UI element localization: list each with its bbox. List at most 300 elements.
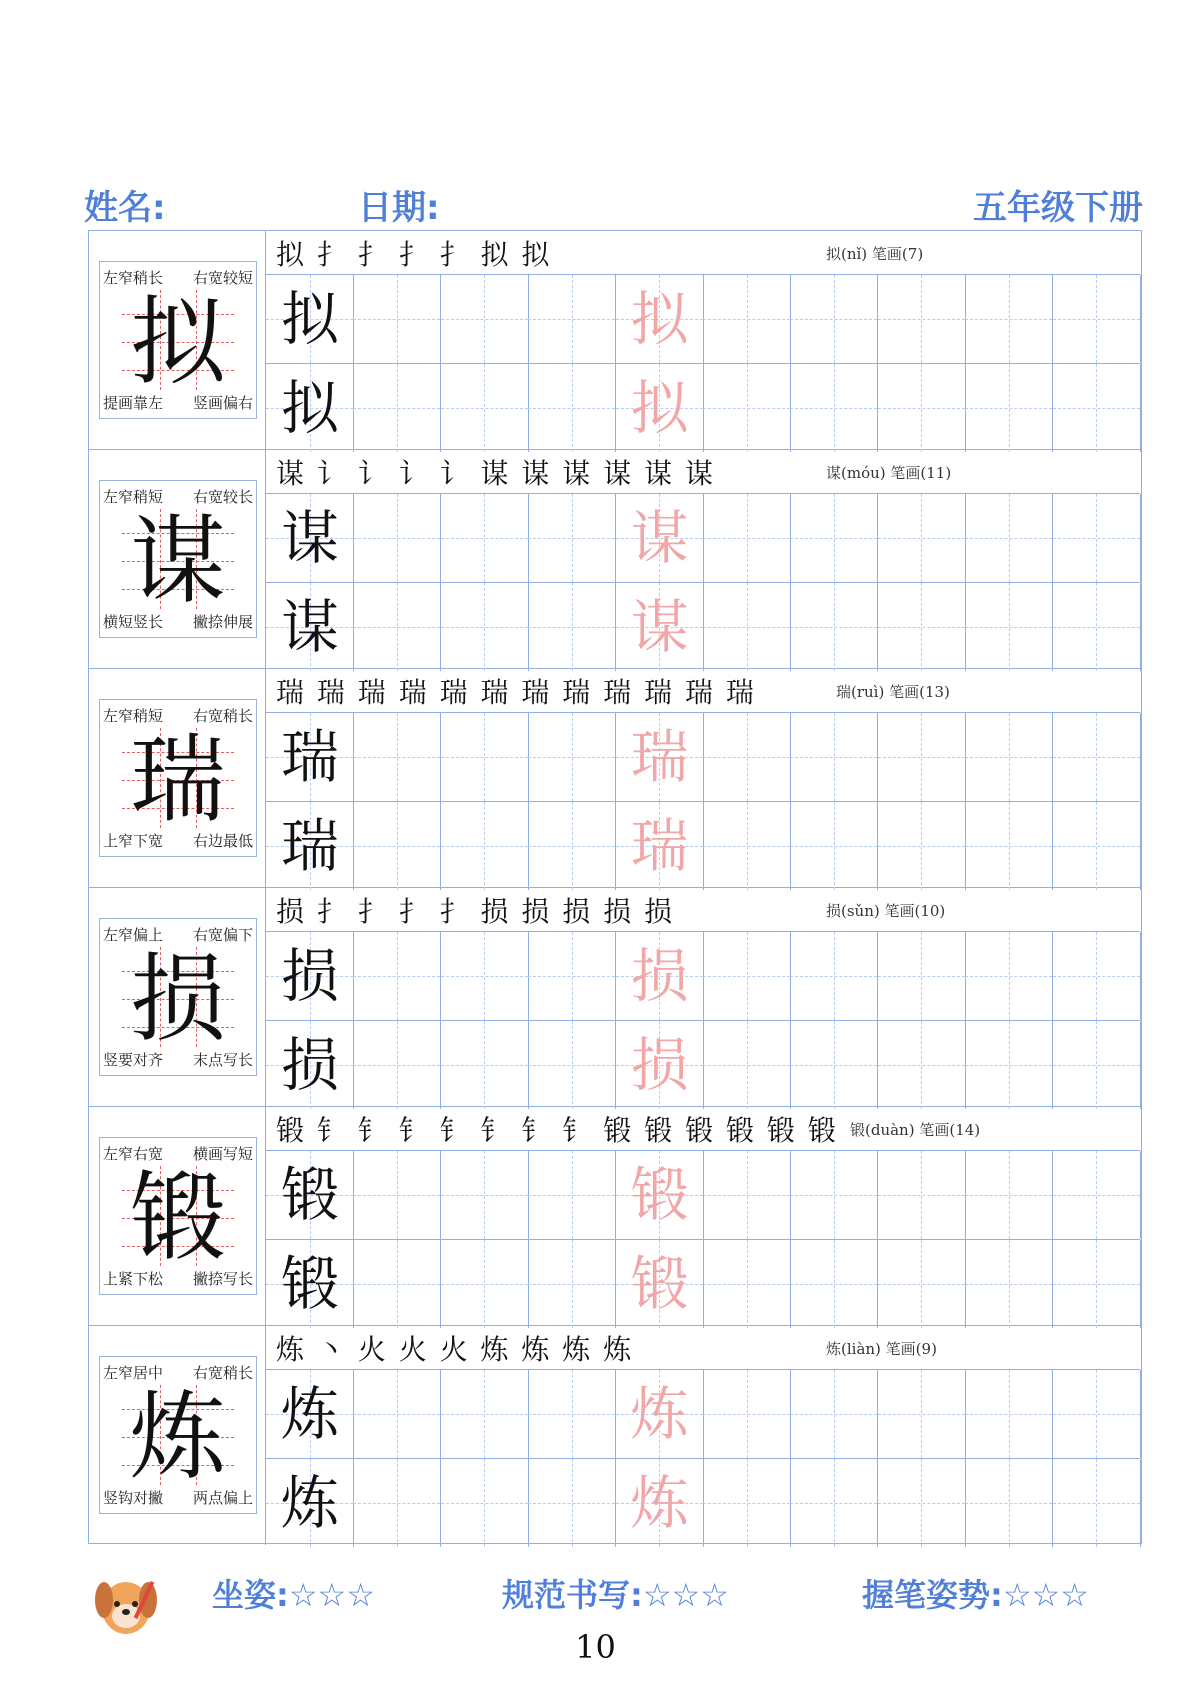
cell-guide — [790, 1065, 877, 1066]
writing-cell[interactable] — [353, 932, 441, 1020]
trace-character: 损 — [630, 942, 689, 1010]
practice-row — [266, 494, 1140, 582]
cell-guide — [790, 627, 877, 628]
cell-guide — [878, 1065, 965, 1066]
char-block — [89, 231, 1140, 450]
writing-cell[interactable] — [353, 275, 441, 363]
writing-tip: 右宽较长 — [192, 488, 253, 506]
cell-guide — [790, 976, 877, 977]
writing-cell[interactable] — [878, 1151, 966, 1239]
writing-cell[interactable] — [266, 494, 354, 582]
writing-cell[interactable] — [616, 1240, 704, 1328]
posture-label: 坐姿: — [212, 1576, 289, 1614]
cell-guide — [790, 1414, 877, 1415]
cell-guide — [790, 538, 877, 539]
cell-guide — [703, 627, 790, 628]
cell-guide — [353, 627, 440, 628]
practice-row — [266, 1020, 1140, 1109]
stroke-order-row — [266, 1326, 1140, 1370]
cell-guide — [441, 319, 528, 320]
cell-guide — [528, 627, 615, 628]
model-cell — [89, 450, 266, 668]
writing-cell[interactable] — [1053, 494, 1141, 582]
char-block — [89, 669, 1140, 888]
writing-cell[interactable] — [703, 494, 791, 582]
practice-row — [266, 932, 1140, 1020]
writing-cell[interactable] — [441, 1240, 529, 1328]
writing-cell[interactable] — [441, 494, 529, 582]
writing-cell[interactable] — [1053, 713, 1141, 801]
writing-cell[interactable] — [441, 364, 529, 452]
writing-cell[interactable] — [1053, 1370, 1141, 1458]
cell-guide — [703, 1284, 790, 1285]
trace-character: 拟 — [630, 285, 689, 353]
writing-cell[interactable] — [878, 583, 966, 671]
writing-cell[interactable] — [1053, 932, 1141, 1020]
writing-cell[interactable] — [266, 713, 354, 801]
writing-cell[interactable] — [616, 494, 704, 582]
writing-cell[interactable] — [266, 275, 354, 363]
practice-row — [266, 1151, 1140, 1239]
practice-row — [266, 275, 1140, 363]
writing-cell[interactable] — [441, 275, 529, 363]
writing-cell[interactable] — [528, 275, 616, 363]
model-card — [99, 918, 257, 1076]
writing-cell[interactable] — [878, 364, 966, 452]
cell-guide — [1053, 976, 1140, 977]
writing-cell[interactable] — [528, 364, 616, 452]
writing-cell[interactable] — [266, 1459, 354, 1547]
writing-tip: 竖画偏右 — [192, 394, 253, 412]
writing-cell[interactable] — [965, 364, 1053, 452]
cell-guide — [441, 1414, 528, 1415]
cell-guide — [965, 1284, 1052, 1285]
cell-guide — [353, 1284, 440, 1285]
writing-cell[interactable] — [353, 583, 441, 671]
cell-guide — [441, 1065, 528, 1066]
writing-cell[interactable] — [616, 802, 704, 890]
char-info: 谋(móu) 笔画(11) — [826, 464, 952, 482]
cell-guide — [1053, 1284, 1140, 1285]
example-character: 拟 — [280, 374, 339, 442]
cell-guide — [441, 627, 528, 628]
cell-guide — [1053, 1414, 1140, 1415]
writing-cell[interactable] — [353, 1459, 441, 1547]
writing-tip: 横画写短 — [192, 1145, 253, 1163]
name-label: 姓名: — [84, 188, 166, 228]
writing-tip: 右宽偏下 — [192, 926, 253, 944]
writing-rating — [502, 1570, 729, 1616]
model-character: 损 — [130, 943, 226, 1055]
cell-guide — [965, 627, 1052, 628]
writing-cell[interactable] — [878, 275, 966, 363]
cell-guide — [528, 1503, 615, 1504]
writing-cell[interactable] — [616, 713, 704, 801]
writing-cell[interactable] — [441, 713, 529, 801]
stroke-order-row — [266, 231, 1140, 275]
cell-guide — [441, 757, 528, 758]
writing-cell[interactable] — [790, 1240, 878, 1328]
cell-guide — [528, 976, 615, 977]
writing-cell[interactable] — [790, 494, 878, 582]
cell-guide — [441, 1284, 528, 1285]
model-character: 瑞 — [130, 724, 226, 836]
trace-character: 锻 — [630, 1250, 689, 1318]
cell-guide — [1053, 1065, 1140, 1066]
trace-character: 炼 — [630, 1380, 689, 1448]
writing-cell[interactable] — [703, 1370, 791, 1458]
writing-cell[interactable] — [790, 1459, 878, 1547]
writing-cell[interactable] — [266, 583, 354, 671]
writing-cell[interactable] — [353, 494, 441, 582]
writing-cell[interactable] — [616, 1151, 704, 1239]
writing-cell[interactable] — [790, 583, 878, 671]
writing-cell[interactable] — [790, 932, 878, 1020]
writing-cell[interactable] — [703, 932, 791, 1020]
cell-guide — [790, 319, 877, 320]
cell-guide — [790, 1284, 877, 1285]
writing-cell[interactable] — [790, 802, 878, 890]
cell-guide — [1053, 1195, 1140, 1196]
posture-stars[interactable]: ☆☆☆ — [288, 1576, 375, 1614]
cell-guide — [441, 408, 528, 409]
cell-guide — [703, 757, 790, 758]
writing-cell[interactable] — [1053, 1240, 1141, 1328]
cell-guide — [965, 757, 1052, 758]
cell-guide — [703, 538, 790, 539]
writing-cell[interactable] — [790, 1021, 878, 1109]
writing-cell[interactable] — [965, 1151, 1053, 1239]
example-character: 拟 — [280, 285, 339, 353]
cell-guide — [878, 538, 965, 539]
char-block — [89, 888, 1140, 1107]
stroke-sequence: 瑞 瑞 瑞 瑞 瑞 瑞 瑞 瑞 瑞 瑞 瑞 瑞 — [276, 676, 756, 709]
writing-cell[interactable] — [616, 583, 704, 671]
practice-sheet — [88, 230, 1142, 1544]
writing-cell[interactable] — [266, 1370, 354, 1458]
char-info: 损(sǔn) 笔画(10) — [826, 902, 946, 920]
writing-cell[interactable] — [790, 1151, 878, 1239]
stroke-sequence: 拟 扌 扌 扌 扌 拟 拟 — [276, 238, 552, 271]
writing-cell[interactable] — [353, 1370, 441, 1458]
writing-cell[interactable] — [353, 802, 441, 890]
example-character: 谋 — [280, 504, 339, 572]
practice-row — [266, 1239, 1140, 1328]
trace-character: 拟 — [630, 374, 689, 442]
writing-cell[interactable] — [353, 713, 441, 801]
writing-cell[interactable] — [528, 1240, 616, 1328]
writing-cell[interactable] — [878, 802, 966, 890]
cell-guide — [703, 319, 790, 320]
writing-cell[interactable] — [878, 932, 966, 1020]
writing-cell[interactable] — [703, 802, 791, 890]
writing-cell[interactable] — [353, 1151, 441, 1239]
model-card — [99, 699, 257, 857]
cell-guide — [878, 1414, 965, 1415]
writing-cell[interactable] — [616, 1459, 704, 1547]
writing-cell[interactable] — [528, 802, 616, 890]
cell-guide — [528, 408, 615, 409]
writing-cell[interactable] — [528, 583, 616, 671]
writing-cell[interactable] — [965, 275, 1053, 363]
writing-cell[interactable] — [878, 1240, 966, 1328]
writing-cell[interactable] — [703, 275, 791, 363]
writing-cell[interactable] — [703, 1459, 791, 1547]
cell-guide — [528, 319, 615, 320]
cell-guide — [353, 1503, 440, 1504]
date-label: 日期: — [358, 188, 440, 228]
writing-tip: 上窄下宽 — [103, 832, 164, 850]
writing-cell[interactable] — [528, 494, 616, 582]
cell-guide — [441, 846, 528, 847]
stroke-order-row — [266, 669, 1140, 713]
cell-guide — [965, 976, 1052, 977]
cell-guide — [441, 538, 528, 539]
writing-cell[interactable] — [1053, 583, 1141, 671]
writing-cell[interactable] — [965, 932, 1053, 1020]
example-character: 瑞 — [280, 723, 339, 791]
writing-cell[interactable] — [353, 1021, 441, 1109]
cell-guide — [878, 1503, 965, 1504]
page-number: 10 — [575, 1628, 616, 1666]
writing-tip: 横短竖长 — [103, 613, 164, 631]
writing-cell[interactable] — [703, 713, 791, 801]
cell-guide — [528, 757, 615, 758]
writing-cell[interactable] — [965, 494, 1053, 582]
writing-cell[interactable] — [878, 494, 966, 582]
trace-character: 损 — [630, 1031, 689, 1099]
writing-cell[interactable] — [703, 1240, 791, 1328]
cell-guide — [703, 1414, 790, 1415]
writing-cell[interactable] — [441, 1370, 529, 1458]
writing-cell[interactable] — [266, 1021, 354, 1109]
writing-cell[interactable] — [790, 275, 878, 363]
example-character: 锻 — [280, 1250, 339, 1318]
writing-cell[interactable] — [1053, 275, 1141, 363]
cell-guide — [703, 1065, 790, 1066]
char-info: 拟(nǐ) 笔画(7) — [826, 245, 924, 263]
cell-guide — [353, 319, 440, 320]
writing-tip: 末点写长 — [192, 1051, 253, 1069]
writing-cell[interactable] — [1053, 1151, 1141, 1239]
writing-cell[interactable] — [1053, 1021, 1141, 1109]
cell-guide — [790, 1503, 877, 1504]
writing-tip: 左窄居中 — [103, 1364, 164, 1382]
writing-tip: 右边最低 — [192, 832, 253, 850]
cell-guide — [528, 538, 615, 539]
cell-guide — [1053, 319, 1140, 320]
cell-guide — [1053, 1503, 1140, 1504]
cell-guide — [790, 1195, 877, 1196]
writing-cell[interactable] — [790, 713, 878, 801]
cell-guide — [878, 319, 965, 320]
char-block — [89, 1107, 1140, 1326]
writing-cell[interactable] — [441, 583, 529, 671]
writing-cell[interactable] — [528, 1459, 616, 1547]
writing-tip: 提画靠左 — [103, 394, 164, 412]
writing-cell[interactable] — [266, 1151, 354, 1239]
cell-guide — [353, 757, 440, 758]
cell-guide — [878, 1195, 965, 1196]
writing-cell[interactable] — [790, 1370, 878, 1458]
cell-guide — [965, 1195, 1052, 1196]
writing-cell[interactable] — [878, 1021, 966, 1109]
writing-cell[interactable] — [616, 1021, 704, 1109]
model-cell — [89, 231, 266, 449]
model-cell — [89, 1107, 266, 1325]
example-character: 损 — [280, 942, 339, 1010]
writing-tip: 两点偏上 — [192, 1489, 253, 1507]
example-character: 瑞 — [280, 812, 339, 880]
cell-guide — [703, 846, 790, 847]
writing-cell[interactable] — [266, 1240, 354, 1328]
example-character: 锻 — [280, 1161, 339, 1229]
cell-guide — [965, 538, 1052, 539]
trace-character: 谋 — [630, 504, 689, 572]
writing-cell[interactable] — [616, 364, 704, 452]
cell-guide — [790, 846, 877, 847]
writing-cell[interactable] — [790, 364, 878, 452]
practice-row — [266, 1370, 1140, 1458]
writing-cell[interactable] — [703, 364, 791, 452]
writing-cell[interactable] — [965, 1240, 1053, 1328]
grip-stars[interactable]: ☆☆☆ — [1002, 1576, 1089, 1614]
practice-row — [266, 713, 1140, 801]
model-character: 锻 — [130, 1162, 226, 1274]
writing-cell[interactable] — [703, 583, 791, 671]
writing-cell[interactable] — [441, 1151, 529, 1239]
writing-cell[interactable] — [528, 1021, 616, 1109]
writing-cell[interactable] — [703, 1021, 791, 1109]
cell-guide — [353, 1065, 440, 1066]
writing-cell[interactable] — [616, 932, 704, 1020]
example-character: 谋 — [280, 593, 339, 661]
writing-cell[interactable] — [878, 1459, 966, 1547]
writing-cell[interactable] — [441, 1021, 529, 1109]
example-character: 炼 — [280, 1380, 339, 1448]
grip-rating — [862, 1570, 1089, 1616]
trace-character: 炼 — [630, 1469, 689, 1537]
cell-guide — [878, 846, 965, 847]
cell-guide — [441, 1195, 528, 1196]
model-character: 谋 — [130, 505, 226, 617]
model-card — [99, 1137, 257, 1295]
writing-cell[interactable] — [616, 1370, 704, 1458]
writing-tip: 左窄偏上 — [103, 926, 164, 944]
char-block — [89, 1326, 1140, 1545]
writing-tip: 左窄稍长 — [103, 269, 164, 287]
writing-cell[interactable] — [965, 1021, 1053, 1109]
writing-tip: 右宽较短 — [192, 269, 253, 287]
cell-guide — [528, 846, 615, 847]
model-cell — [89, 669, 266, 887]
cell-guide — [965, 1065, 1052, 1066]
writing-cell[interactable] — [1053, 364, 1141, 452]
stroke-order-row — [266, 888, 1140, 932]
example-character: 损 — [280, 1031, 339, 1099]
writing-cell[interactable] — [353, 364, 441, 452]
cell-guide — [353, 408, 440, 409]
cell-guide — [878, 627, 965, 628]
cell-guide — [965, 408, 1052, 409]
writing-cell[interactable] — [616, 275, 704, 363]
writing-cell[interactable] — [528, 1370, 616, 1458]
trace-character: 谋 — [630, 593, 689, 661]
writing-cell[interactable] — [878, 1370, 966, 1458]
stroke-sequence: 炼 丶 火 火 火 炼 炼 炼 炼 — [276, 1333, 634, 1366]
writing-cell[interactable] — [441, 1459, 529, 1547]
model-card — [99, 1356, 257, 1514]
writing-cell[interactable] — [1053, 1459, 1141, 1547]
cell-guide — [1053, 408, 1140, 409]
stroke-sequence: 锻 钅 钅 钅 钅 钅 钅 钅 锻 锻 锻 锻 锻 锻 — [276, 1114, 838, 1147]
writing-cell[interactable] — [441, 802, 529, 890]
cell-guide — [878, 1284, 965, 1285]
cell-guide — [790, 757, 877, 758]
practice-row — [266, 1458, 1140, 1547]
writing-cell[interactable] — [703, 1151, 791, 1239]
model-character: 炼 — [130, 1381, 226, 1493]
cell-guide — [878, 976, 965, 977]
writing-cell[interactable] — [528, 932, 616, 1020]
writing-cell[interactable] — [965, 1370, 1053, 1458]
writing-cell[interactable] — [528, 713, 616, 801]
cell-guide — [703, 1503, 790, 1504]
char-block — [89, 450, 1140, 669]
cell-guide — [965, 1503, 1052, 1504]
writing-cell[interactable] — [878, 713, 966, 801]
cell-guide — [353, 976, 440, 977]
cell-guide — [1053, 757, 1140, 758]
cell-guide — [1053, 627, 1140, 628]
model-card — [99, 261, 257, 419]
book-title: 五年级下册 — [973, 188, 1143, 228]
writing-stars[interactable]: ☆☆☆ — [642, 1576, 729, 1614]
writing-cell[interactable] — [965, 802, 1053, 890]
writing-cell[interactable] — [965, 583, 1053, 671]
writing-tip: 左窄稍短 — [103, 488, 164, 506]
writing-cell[interactable] — [441, 932, 529, 1020]
grip-label: 握笔姿势: — [862, 1576, 1003, 1614]
cell-guide — [353, 1414, 440, 1415]
writing-cell[interactable] — [1053, 802, 1141, 890]
practice-row — [266, 582, 1140, 671]
cell-guide — [878, 408, 965, 409]
writing-cell[interactable] — [353, 1240, 441, 1328]
cell-guide — [1053, 538, 1140, 539]
writing-cell[interactable] — [965, 1459, 1053, 1547]
writing-cell[interactable] — [528, 1151, 616, 1239]
trace-character: 瑞 — [630, 723, 689, 791]
writing-tip: 竖要对齐 — [103, 1051, 164, 1069]
writing-cell[interactable] — [266, 932, 354, 1020]
example-character: 炼 — [280, 1469, 339, 1537]
cell-guide — [965, 846, 1052, 847]
practice-row — [266, 363, 1140, 452]
char-info: 瑞(ruì) 笔画(13) — [836, 683, 950, 701]
cell-guide — [528, 1065, 615, 1066]
cell-guide — [1053, 846, 1140, 847]
writing-cell[interactable] — [266, 802, 354, 890]
trace-character: 锻 — [630, 1161, 689, 1229]
model-cell — [89, 1326, 266, 1545]
char-info: 炼(liàn) 笔画(9) — [826, 1340, 937, 1358]
cell-guide — [353, 1195, 440, 1196]
model-character: 拟 — [130, 286, 226, 398]
writing-cell[interactable] — [266, 364, 354, 452]
writing-tip: 右宽稍长 — [192, 1364, 253, 1382]
writing-cell[interactable] — [965, 713, 1053, 801]
